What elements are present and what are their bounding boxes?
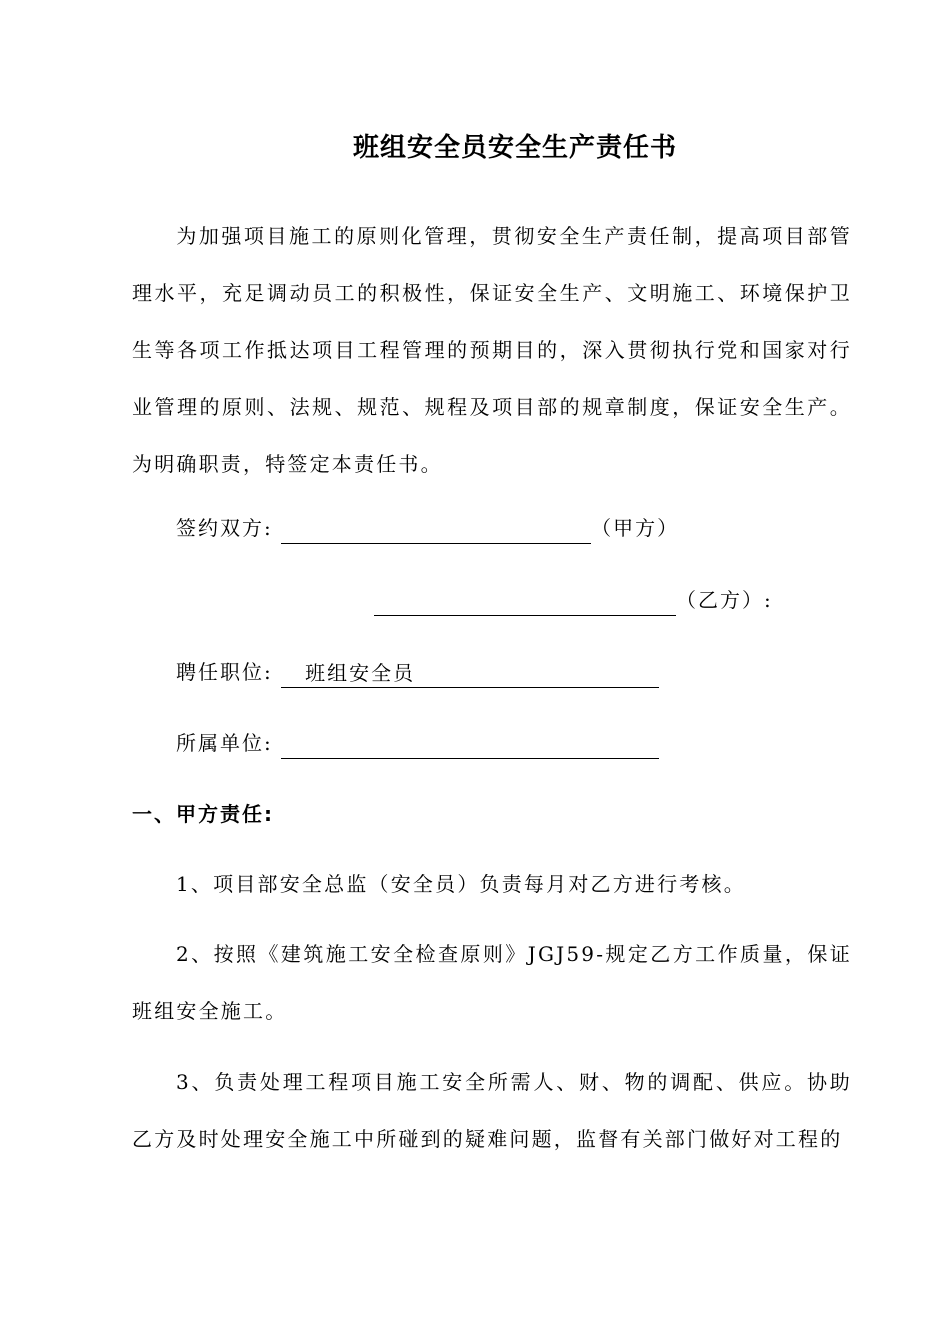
intro-text: 为加强项目施工的原则化管理，贯彻安全生产责任制，提高项目部管理水平，充足调动员工的积极性，保证安全生产、文明施工、环境保护卫生等各项工作抵达项目工程管理的预期目的，深入贯彻执行党和国家对行业管理的原则、法规、规范、规程及项目部的规章制度，保证安全生产。为明确职责，特签定本责任书。 — [132, 224, 852, 476]
party-b-suffix: （乙方）: — [676, 588, 773, 612]
unit-label: 所属单位: — [176, 731, 273, 755]
document-title: 班组安全员安全生产责任书 — [352, 133, 677, 163]
unit-field[interactable] — [281, 732, 659, 759]
position-label: 聘任职位: — [176, 660, 273, 684]
unit-line — [176, 727, 659, 759]
position-field[interactable] — [281, 661, 659, 688]
parties-label: 签约双方: — [176, 516, 273, 540]
section1-item-2: 2、按照《建筑施工安全检查原则》JGJ59-规定乙方工作质量，保证班组安全施工。 — [132, 942, 852, 1023]
position-line — [176, 656, 659, 688]
position-value: 班组安全员 — [305, 661, 416, 685]
party-a-line — [176, 512, 679, 544]
party-a-suffix: （甲方） — [591, 516, 680, 540]
section1-heading: 一、甲方责任: — [132, 802, 274, 826]
section1-item-1: 1、项目部安全总监（安全员）负责每月对乙方进行考核。 — [176, 872, 746, 896]
section1-item-3: 3、负责处理工程项目施工安全所需人、财、物的调配、供应。协助乙方及时处理安全施工中所碰到的疑难问题，监督有关部门做好对工程的 — [132, 1070, 852, 1151]
party-a-field[interactable] — [281, 517, 591, 544]
party-b-field[interactable] — [374, 589, 676, 616]
party-b-line — [374, 584, 773, 616]
intro-paragraph — [132, 208, 852, 493]
